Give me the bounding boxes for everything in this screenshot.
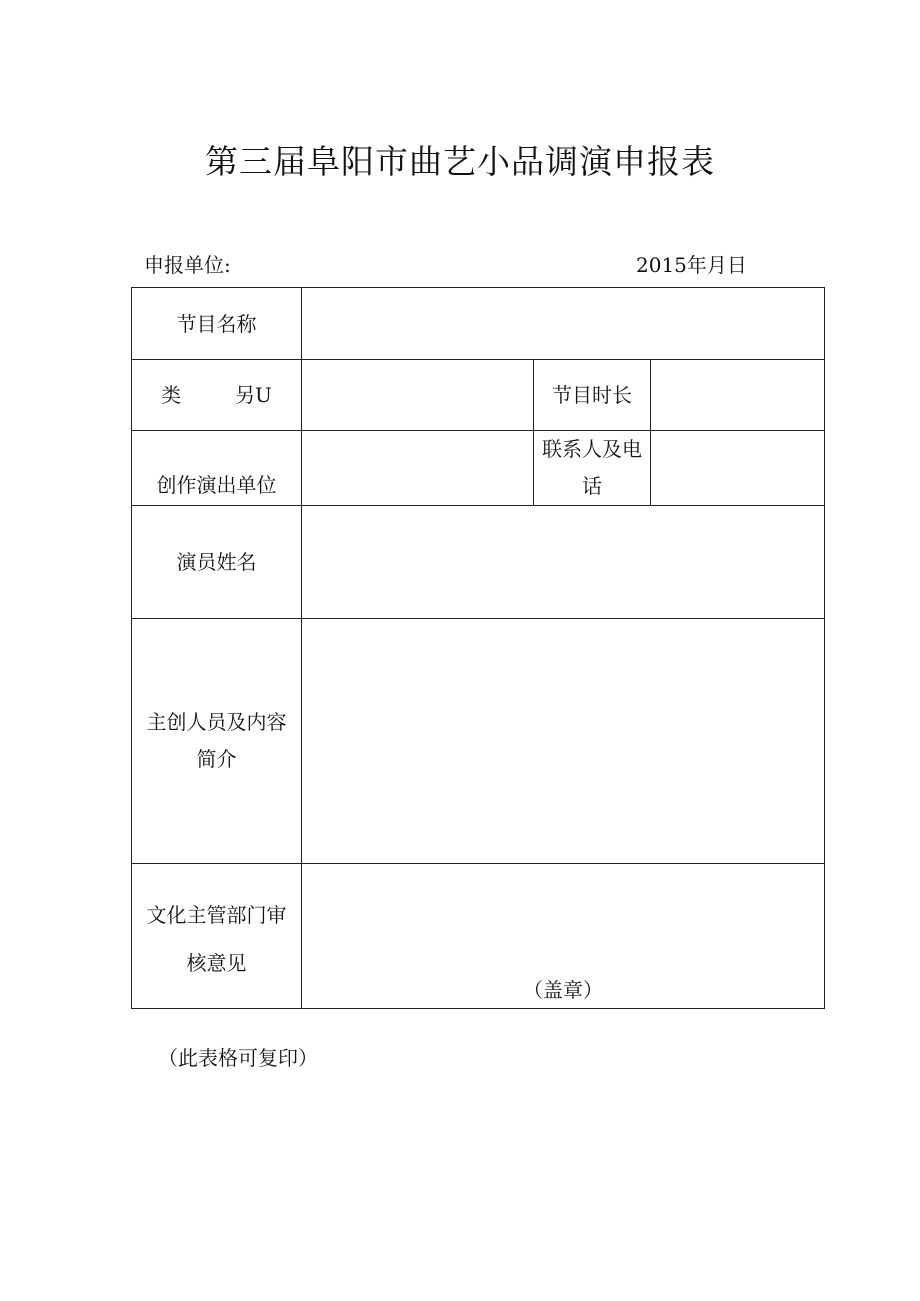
category-label bbox=[132, 360, 302, 431]
row-program-name bbox=[132, 288, 825, 360]
intro-field[interactable] bbox=[302, 619, 825, 864]
actor-names-field[interactable] bbox=[302, 506, 825, 619]
category-field[interactable] bbox=[302, 360, 534, 431]
row-creative-unit bbox=[132, 431, 825, 506]
row-review bbox=[132, 864, 825, 1009]
row-actor-names bbox=[132, 506, 825, 619]
seal-label: （盖章） bbox=[523, 978, 603, 1002]
intro-label-line1: 主创人员及内容 bbox=[146, 710, 287, 734]
review-label-line1: 文化主管部门审 bbox=[146, 903, 287, 927]
review-label-line2: 核意见 bbox=[186, 951, 247, 975]
category-label-part-a: 类 bbox=[161, 383, 182, 407]
row-intro bbox=[132, 619, 825, 864]
duration-field[interactable] bbox=[651, 360, 825, 431]
page-title: 第三届阜阳市曲艺小品调演申报表 bbox=[205, 142, 715, 181]
intro-label bbox=[132, 619, 302, 864]
row-category bbox=[132, 360, 825, 431]
contact-field[interactable] bbox=[651, 431, 825, 506]
contact-label-line2: 话 bbox=[582, 474, 602, 498]
review-field[interactable] bbox=[302, 864, 825, 1009]
actor-names-label: 演员姓名 bbox=[132, 506, 302, 619]
intro-label-line2: 简介 bbox=[196, 747, 237, 771]
contact-label-line1: 联系人及电 bbox=[542, 437, 642, 461]
review-label bbox=[132, 864, 302, 1009]
applicant-unit-label: 申报单位: bbox=[144, 253, 231, 277]
creative-unit-label: 创作演出单位 bbox=[132, 431, 302, 506]
program-name-field[interactable] bbox=[302, 288, 825, 360]
footnote: （此表格可复印） bbox=[158, 1046, 318, 1070]
application-form-table bbox=[131, 287, 825, 1009]
program-name-label: 节目名称 bbox=[132, 288, 302, 360]
contact-label bbox=[534, 431, 651, 506]
category-label-part-b: 另U bbox=[235, 383, 272, 407]
creative-unit-field[interactable] bbox=[302, 431, 534, 506]
duration-label: 节目时长 bbox=[534, 360, 651, 431]
date-label: 2015年月日 bbox=[636, 253, 747, 277]
